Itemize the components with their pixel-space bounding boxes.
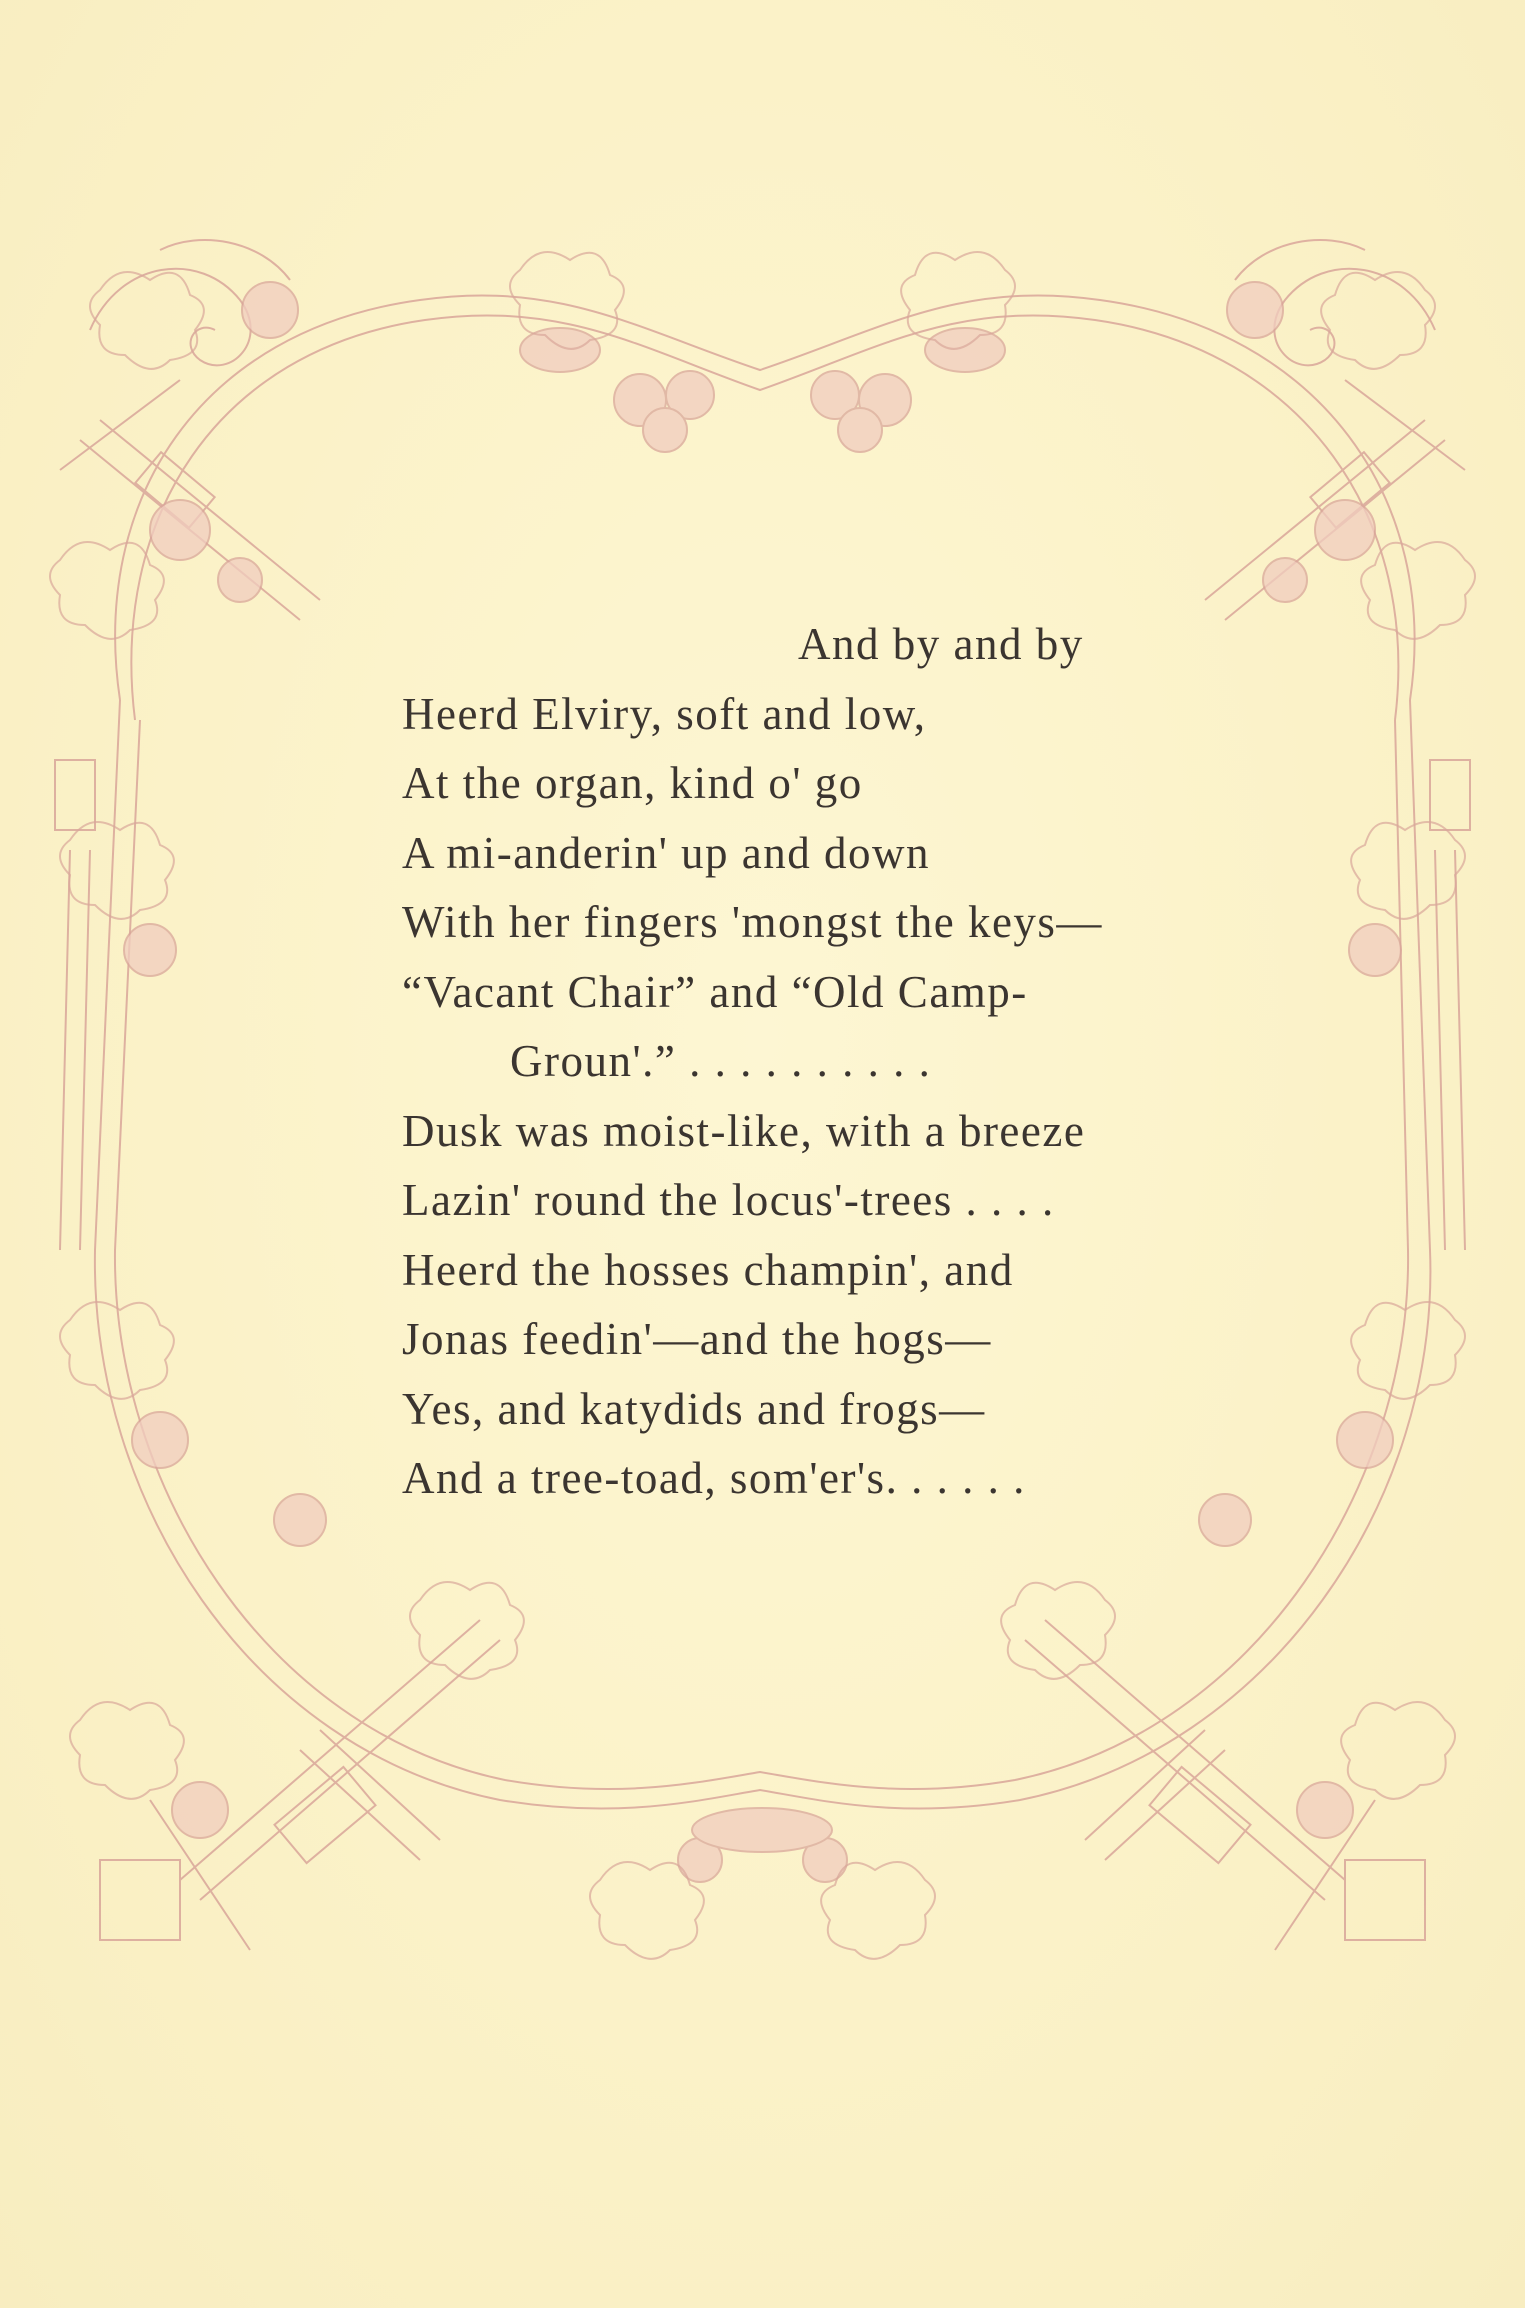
poem-stanza: [402, 610, 1222, 1514]
poem-line: Jonas feedin'—and the hogs—: [402, 1314, 992, 1364]
poem-line: And by and by: [798, 619, 1084, 669]
poem-line: Yes, and katydids and frogs—: [402, 1383, 986, 1434]
poem-line: “Vacant Chair” and “Old Camp-: [402, 966, 1028, 1017]
poem-line: And a tree-toad, som'er's. . . . . .: [402, 1453, 1026, 1503]
poem-line: Heerd the hosses champin', and: [402, 1244, 1014, 1295]
poem-line: With her fingers 'mongst the keys—: [402, 897, 1103, 947]
poem-line: Dusk was moist-like, with a breeze: [402, 1105, 1086, 1156]
poem-line: Heerd Elviry, soft and low,: [402, 688, 927, 739]
poem-line: At the organ, kind o' go: [402, 758, 863, 808]
poem-line: Groun'.” . . . . . . . . . .: [510, 1036, 932, 1086]
poem-line: A mi-anderin' up and down: [402, 827, 931, 878]
poem-line: Lazin' round the locus'-trees . . . .: [402, 1175, 1055, 1225]
